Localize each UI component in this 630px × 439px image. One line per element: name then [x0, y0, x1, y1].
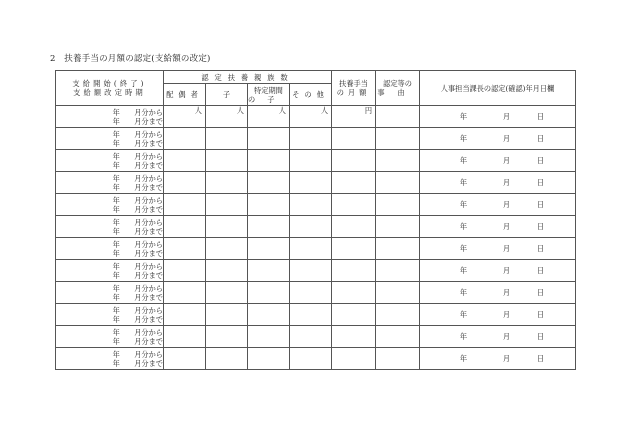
person-unit: 人	[278, 106, 286, 115]
reason-cell[interactable]	[376, 348, 420, 370]
reason-cell[interactable]	[376, 216, 420, 238]
year-label: 年	[459, 266, 468, 275]
reason-cell[interactable]	[376, 172, 420, 194]
monthly-amount-cell[interactable]	[332, 172, 376, 194]
confirmation-date-cell[interactable]	[420, 128, 576, 150]
spouse-count-cell[interactable]	[164, 106, 206, 128]
header-dependents-group: 認定扶養親族数	[164, 71, 332, 84]
period-from: 年 月分から	[112, 305, 163, 315]
table-row	[56, 238, 576, 260]
period-cell[interactable]	[56, 128, 164, 150]
period-from: 年 月分から	[112, 195, 163, 205]
table-row	[56, 150, 576, 172]
monthly-amount-cell[interactable]	[332, 150, 376, 172]
table-row	[56, 260, 576, 282]
year-label: 年	[459, 134, 468, 143]
child-count-cell[interactable]	[206, 150, 248, 172]
spouse-count-cell[interactable]	[164, 282, 206, 304]
spouse-count-cell[interactable]	[164, 304, 206, 326]
spouse-count-cell[interactable]	[164, 348, 206, 370]
table-row	[56, 194, 576, 216]
confirmation-date-cell[interactable]	[420, 260, 576, 282]
period-to: 年 月分まで	[112, 116, 163, 126]
confirmation-date-cell[interactable]	[420, 150, 576, 172]
monthly-amount-cell[interactable]	[332, 106, 376, 128]
month-label: 月	[502, 244, 511, 253]
year-label: 年	[459, 354, 468, 363]
day-label: 日	[536, 222, 545, 231]
day-label: 日	[536, 200, 545, 209]
month-label: 月	[502, 178, 511, 187]
period-to: 年 月分まで	[112, 270, 163, 280]
child-count-cell[interactable]	[206, 326, 248, 348]
child-count-cell[interactable]	[206, 106, 248, 128]
period-to: 年 月分まで	[112, 182, 163, 192]
confirmation-date-cell[interactable]	[420, 106, 576, 128]
day-label: 日	[536, 310, 545, 319]
special-child-count-cell[interactable]	[248, 172, 290, 194]
period-cell[interactable]	[56, 194, 164, 216]
header-other: その他	[290, 84, 332, 106]
header-reason-line1: 認定等の	[383, 79, 412, 88]
year-label: 年	[459, 156, 468, 165]
period-from: 年 月分から	[112, 217, 163, 227]
yen-unit: 円	[364, 106, 373, 115]
person-unit: 人	[320, 106, 329, 115]
child-count-cell[interactable]	[206, 216, 248, 238]
section-heading: 2 扶養手当の月額の認定(支給額の改定)	[50, 54, 211, 64]
month-label: 月	[502, 310, 511, 319]
special-child-count-cell[interactable]	[248, 150, 290, 172]
day-label: 日	[536, 134, 545, 143]
period-to: 年 月分まで	[112, 336, 163, 346]
month-label: 月	[502, 266, 511, 275]
child-count-cell[interactable]	[206, 304, 248, 326]
table-row	[56, 128, 576, 150]
child-count-cell[interactable]	[206, 128, 248, 150]
confirmation-date-cell[interactable]	[420, 216, 576, 238]
table-row	[56, 304, 576, 326]
header-amount-line1: 扶養手当	[339, 79, 368, 88]
confirmation-date-cell[interactable]	[420, 194, 576, 216]
confirmation-date-cell[interactable]	[420, 172, 576, 194]
year-label: 年	[459, 310, 468, 319]
month-label: 月	[502, 200, 511, 209]
child-count-cell[interactable]	[206, 282, 248, 304]
special-child-count-cell[interactable]	[248, 106, 290, 128]
period-from: 年 月分から	[112, 327, 163, 337]
month-label: 月	[502, 354, 511, 363]
header-row-1	[56, 71, 576, 84]
period-cell[interactable]	[56, 106, 164, 128]
period-from: 年 月分から	[112, 283, 163, 293]
header-spouse: 配偶者	[164, 84, 206, 106]
header-special-period-child	[248, 84, 290, 106]
header-reason-line2: 事由	[377, 88, 418, 97]
year-label: 年	[459, 200, 468, 209]
period-to: 年 月分まで	[112, 160, 163, 170]
day-label: 日	[536, 266, 545, 275]
monthly-amount-cell[interactable]	[332, 282, 376, 304]
period-cell[interactable]	[56, 282, 164, 304]
day-label: 日	[536, 354, 545, 363]
reason-cell[interactable]	[376, 150, 420, 172]
other-count-cell[interactable]	[290, 304, 332, 326]
other-count-cell[interactable]	[290, 172, 332, 194]
month-label: 月	[502, 288, 511, 297]
header-start-line2: 支給額改定時期	[73, 88, 146, 97]
header-child: 子	[206, 84, 248, 106]
special-child-count-cell[interactable]	[248, 216, 290, 238]
period-cell[interactable]	[56, 260, 164, 282]
day-label: 日	[536, 178, 545, 187]
month-label: 月	[502, 112, 511, 121]
period-cell[interactable]	[56, 304, 164, 326]
other-count-cell[interactable]	[290, 326, 332, 348]
reason-cell[interactable]	[376, 106, 420, 128]
month-label: 月	[502, 156, 511, 165]
confirmation-date-cell[interactable]	[420, 326, 576, 348]
child-count-cell[interactable]	[206, 238, 248, 260]
period-from: 年 月分から	[112, 173, 163, 183]
monthly-amount-cell[interactable]	[332, 238, 376, 260]
monthly-amount-cell[interactable]	[332, 128, 376, 150]
spouse-count-cell[interactable]	[164, 216, 206, 238]
period-to: 年 月分まで	[112, 292, 163, 302]
year-label: 年	[459, 112, 468, 121]
day-label: 日	[536, 288, 545, 297]
other-count-cell[interactable]	[290, 216, 332, 238]
other-count-cell[interactable]	[290, 348, 332, 370]
monthly-amount-cell[interactable]	[332, 260, 376, 282]
period-to: 年 月分まで	[112, 204, 163, 214]
other-count-cell[interactable]	[290, 238, 332, 260]
year-label: 年	[459, 288, 468, 297]
confirmation-date-cell[interactable]	[420, 304, 576, 326]
special-child-count-cell[interactable]	[248, 326, 290, 348]
period-from: 年 月分から	[112, 129, 163, 139]
spouse-count-cell[interactable]	[164, 238, 206, 260]
special-child-count-cell[interactable]	[248, 348, 290, 370]
period-cell[interactable]	[56, 172, 164, 194]
special-child-count-cell[interactable]	[248, 238, 290, 260]
allowance-table	[55, 70, 576, 370]
reason-cell[interactable]	[376, 238, 420, 260]
child-count-cell[interactable]	[206, 348, 248, 370]
table-row	[56, 172, 576, 194]
spouse-count-cell[interactable]	[164, 128, 206, 150]
table-row	[56, 282, 576, 304]
period-to: 年 月分まで	[112, 248, 163, 258]
other-count-cell[interactable]	[290, 150, 332, 172]
header-start-period	[56, 71, 164, 106]
special-child-count-cell[interactable]	[248, 128, 290, 150]
period-to: 年 月分まで	[112, 138, 163, 148]
period-cell[interactable]	[56, 216, 164, 238]
confirmation-date-cell[interactable]	[420, 238, 576, 260]
period-from: 年 月分から	[112, 261, 163, 271]
person-unit: 人	[194, 106, 202, 115]
header-confirmation-date: 人事担当課長の認定(確認)年月日欄	[420, 71, 576, 106]
table-row	[56, 106, 576, 128]
reason-cell[interactable]	[376, 194, 420, 216]
special-child-count-cell[interactable]	[248, 194, 290, 216]
monthly-amount-cell[interactable]	[332, 194, 376, 216]
person-unit: 人	[236, 106, 244, 115]
child-count-cell[interactable]	[206, 260, 248, 282]
period-cell[interactable]	[56, 326, 164, 348]
year-label: 年	[459, 244, 468, 253]
spouse-count-cell[interactable]	[164, 172, 206, 194]
day-label: 日	[536, 244, 545, 253]
year-label: 年	[459, 332, 468, 341]
monthly-amount-cell[interactable]	[332, 326, 376, 348]
table-row	[56, 326, 576, 348]
header-amount-line2: の月額	[336, 88, 371, 97]
header-special-line2: の子	[248, 94, 287, 104]
reason-cell[interactable]	[376, 260, 420, 282]
period-to: 年 月分まで	[112, 314, 163, 324]
child-count-cell[interactable]	[206, 194, 248, 216]
year-label: 年	[459, 178, 468, 187]
period-cell[interactable]	[56, 238, 164, 260]
day-label: 日	[536, 112, 545, 121]
table-row	[56, 348, 576, 370]
reason-cell[interactable]	[376, 326, 420, 348]
table-row	[56, 216, 576, 238]
period-cell[interactable]	[56, 348, 164, 370]
monthly-amount-cell[interactable]	[332, 216, 376, 238]
reason-cell[interactable]	[376, 128, 420, 150]
period-from: 年 月分から	[112, 349, 163, 359]
confirmation-date-cell[interactable]	[420, 348, 576, 370]
spouse-count-cell[interactable]	[164, 194, 206, 216]
month-label: 月	[502, 134, 511, 143]
period-from: 年 月分から	[112, 239, 163, 249]
other-count-cell[interactable]	[290, 194, 332, 216]
header-monthly-amount	[332, 71, 376, 106]
reason-cell[interactable]	[376, 282, 420, 304]
monthly-amount-cell[interactable]	[332, 348, 376, 370]
child-count-cell[interactable]	[206, 172, 248, 194]
special-child-count-cell[interactable]	[248, 260, 290, 282]
spouse-count-cell[interactable]	[164, 150, 206, 172]
confirmation-date-cell[interactable]	[420, 282, 576, 304]
other-count-cell[interactable]	[290, 282, 332, 304]
other-count-cell[interactable]	[290, 128, 332, 150]
month-label: 月	[502, 332, 511, 341]
header-start-line1: 支給開始(終了)	[72, 79, 147, 88]
special-child-count-cell[interactable]	[248, 282, 290, 304]
period-from: 年 月分から	[112, 151, 163, 161]
spouse-count-cell[interactable]	[164, 326, 206, 348]
monthly-amount-cell[interactable]	[332, 304, 376, 326]
spouse-count-cell[interactable]	[164, 260, 206, 282]
day-label: 日	[536, 156, 545, 165]
period-to: 年 月分まで	[112, 226, 163, 236]
month-label: 月	[502, 222, 511, 231]
header-special-line1: 特定期間	[254, 85, 283, 95]
other-count-cell[interactable]	[290, 260, 332, 282]
day-label: 日	[536, 332, 545, 341]
header-reason	[376, 71, 420, 106]
period-to: 年 月分まで	[112, 358, 163, 368]
other-count-cell[interactable]	[290, 106, 332, 128]
reason-cell[interactable]	[376, 304, 420, 326]
year-label: 年	[459, 222, 468, 231]
period-cell[interactable]	[56, 150, 164, 172]
special-child-count-cell[interactable]	[248, 304, 290, 326]
period-from: 年 月分から	[112, 107, 163, 117]
